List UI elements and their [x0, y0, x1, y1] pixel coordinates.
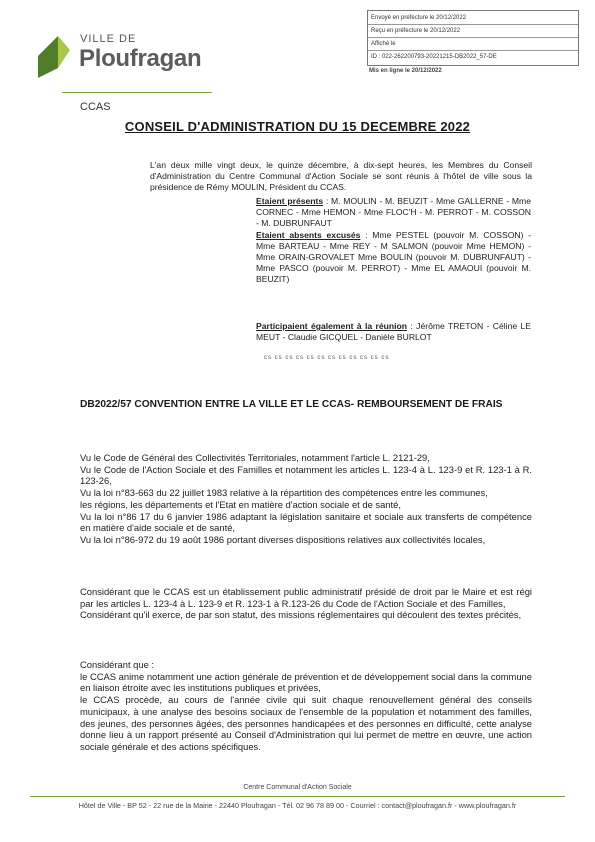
- present-names: : M. MOULIN - M. BEUZIT - Mme GALLERNE - Mme CORNEC - Mme HEMON - Mme FLOC'H - M. PERROT - M. COSSON - M. DUBRUNFAUT: [256, 196, 532, 229]
- absent-list: [256, 230, 531, 286]
- absent-label: Etaient absents excusés: [256, 229, 361, 240]
- considerant-block-2: [80, 659, 532, 753]
- decorative-separator: cs cs cs cs cs cs cs cs cs cs cs cs: [264, 355, 390, 361]
- considerant-line: le CCAS anime notamment une action générale de prévention et de développement social dans la commune en liaison étroite avec les institutions publiques et privées,: [80, 670, 532, 694]
- vu-line: les régions, les départements et l'Etat en matière d'action sociale et de santé,: [80, 498, 401, 510]
- vu-line: Vu le Code de l'Action Sociale et des Familles et notamment les articles L. 123-4 à L. 123-9 et R. 123-1 à R. 123-26,: [80, 463, 532, 487]
- absent-names: : Mme PESTEL (pouvoir M. COSSON) - Mme BARTEAU - Mme REY - M SALMON (pouvoir Mme HEMON) - Mme ORAIN-GROVALET Mme BOULIN (pouvoir M. DUBRUNFAUT) - Mme PASCO (pouvoir M. PERROT) - Mme EL AMAOUI (pouvoir M. BEUZIT): [256, 229, 531, 285]
- footer-divider: [30, 796, 565, 797]
- page-title: CONSEIL D'ADMINISTRATION DU 15 DECEMBRE 2022: [124, 119, 471, 134]
- also-label: Participaient également à la réunion: [256, 321, 408, 331]
- also-names: : Jérôme TRETON - Céline LE MEUT - Claudie GICQUEL - Danièle BURLOT: [256, 321, 532, 343]
- vu-line: Vu la loi n°86 17 du 6 janvier 1986 adaptant la législation sanitaire et sociale aux transferts de compétence en matière d'aide sociale et de santé,: [80, 510, 532, 534]
- ploufragan-logo-mark-icon: [36, 30, 70, 80]
- logo-name: Ploufragan: [79, 45, 202, 72]
- vu-line: Vu le Code de Général des Collectivités Territoriales, notamment l'article L. 2121-29,: [80, 452, 430, 463]
- footer-address: Hôtel de Ville - BP 52 - 22 rue de la Mairie - 22440 Ploufragan - Tél. 02 96 78 89 00 - Courriel : contact@ploufragan.fr - www.ploufragan.fr: [78, 801, 517, 810]
- ccas-label: CCAS: [80, 101, 111, 113]
- stamp-posted: Affiché le: [371, 41, 396, 47]
- considerant-line: Considérant que :: [80, 659, 155, 670]
- vu-block: [80, 452, 532, 546]
- stamp-sent: Envoyé en préfecture le 20/12/2022: [371, 15, 467, 21]
- deliberation-subject: DB2022/57 CONVENTION ENTRE LA VILLE ET LE CCAS- REMBOURSEMENT DE FRAIS: [80, 399, 503, 410]
- considerant-line: Considérant qu'il exerce, de par son statut, des missions réglementaires qui découlent des textes précités,: [80, 609, 522, 621]
- stamp-id: ID : 022-262200793-20221215-DB2022_57-DE: [371, 54, 497, 60]
- intro-paragraph: L'an deux mille vingt deux, le quinze décembre, à dix-sept heures, les Membres du Conseil d'Administration du Centre Communal d'Action Sociale se sont réunis à l'hôtel de ville sous la présidence de Rémy MOULIN, Président du CCAS.: [150, 160, 532, 193]
- online-date: Mis en ligne le 20/12/2022: [369, 68, 442, 74]
- also-present-block: [256, 321, 531, 343]
- considerant-line: Considérant que le CCAS est un établissement public administratif présidé de droit par le Maire et est régi par les articles L. 123-4 à L. 123-9 et R. 123-1 à R.123-26 du Code de l'Action Sociale et des Familles,: [80, 586, 532, 609]
- logo-divider: [62, 92, 212, 93]
- considerant-block-1: [80, 586, 532, 621]
- stamp-received: Reçu en préfecture le 20/12/2022: [371, 28, 461, 34]
- vu-line: Vu la loi n°86-972 du 19 août 1986 portant diverses dispositions relatives aux collectivités locales,: [80, 533, 486, 545]
- present-label: Etaient présents: [256, 196, 324, 206]
- vu-line: Vu la loi n°83-663 du 22 juillet 1983 relative à la répartition des compétences entre les communes,: [80, 487, 488, 499]
- footer-org: Centre Communal d'Action Sociale: [243, 784, 352, 791]
- present-list: [256, 196, 531, 230]
- attendance-block: [256, 196, 531, 286]
- considerant-line: le CCAS procède, au cours de l'année civile qui suit chaque renouvellement général des conseils municipaux, à une analyse des besoins sociaux de l'ensemble de la population et notamment des familles, des jeunes, des personnes âgées, des personnes handicapées et des personnes en difficulté, cette analyse donne lieu à un rapport présenté au Conseil d'Administration qui lui permet de mettre en œuvre, une action sociale générale et des actions spécifiques.: [80, 694, 532, 752]
- prefecture-stamp: [367, 10, 579, 66]
- logo-ville-de: VILLE DE: [80, 33, 137, 45]
